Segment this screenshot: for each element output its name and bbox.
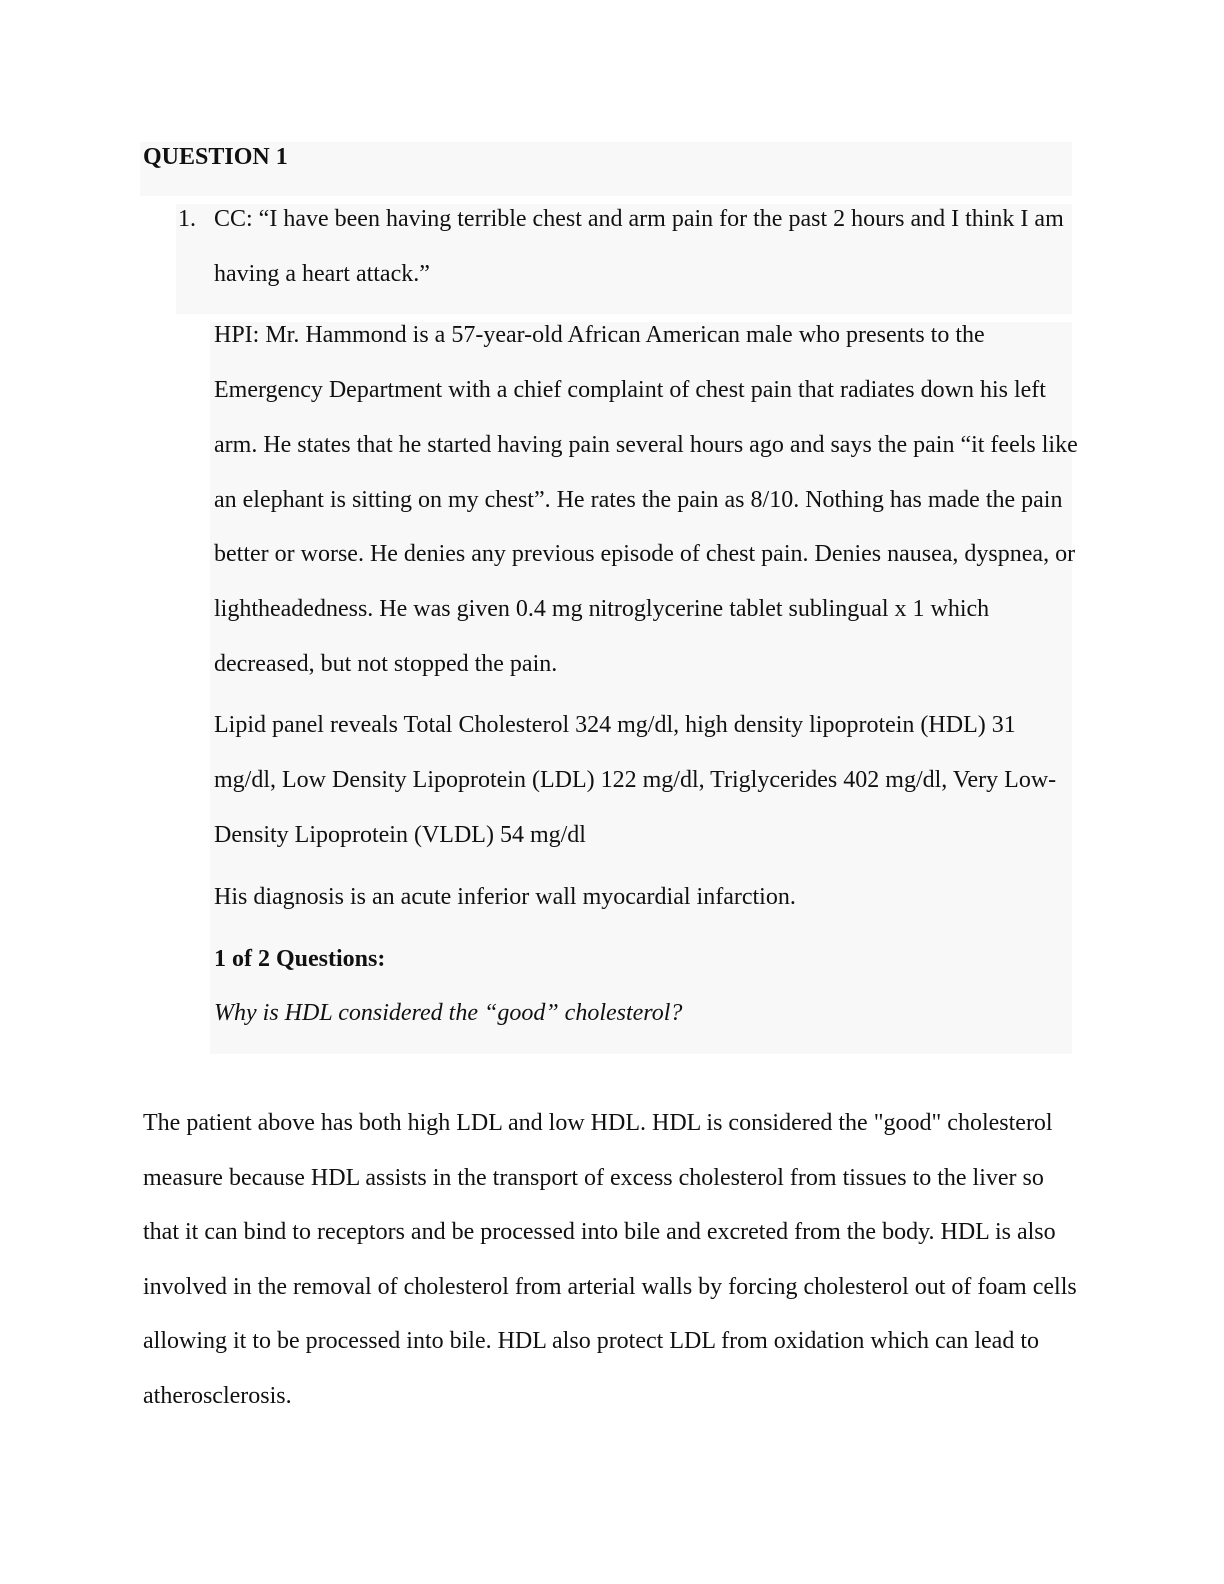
lipid-line-1: Lipid panel reveals Total Cholesterol 324 mg/dl, high density lipoprotein (HDL) 31	[214, 712, 1016, 738]
hpi-line-7: decreased, but not stopped the pain.	[214, 651, 558, 677]
question-heading: QUESTION 1	[143, 144, 288, 170]
lipid-line-3: Density Lipoprotein (VLDL) 54 mg/dl	[214, 822, 586, 848]
hpi-line-2: Emergency Department with a chief complaint of chest pain that radiates down his left	[214, 377, 1046, 403]
cc-line-1: CC: “I have been having terrible chest and arm pain for the past 2 hours and I think I am	[214, 206, 1064, 232]
answer-line-1: The patient above has both high LDL and low HDL. HDL is considered the "good" cholesterol	[143, 1110, 1053, 1136]
answer-line-2: measure because HDL assists in the transport of excess cholesterol from tissues to the liver so	[143, 1165, 1044, 1191]
lipid-line-2: mg/dl, Low Density Lipoprotein (LDL) 122 mg/dl, Triglycerides 402 mg/dl, Very Low-	[214, 767, 1057, 793]
question-prompt: Why is HDL considered the “good” cholesterol?	[214, 1000, 683, 1026]
diagnosis-line: His diagnosis is an acute inferior wall myocardial infarction.	[214, 884, 796, 910]
hpi-line-1: HPI: Mr. Hammond is a 57-year-old African American male who presents to the	[214, 322, 985, 348]
answer-line-6: atherosclerosis.	[143, 1383, 292, 1409]
hpi-line-4: an elephant is sitting on my chest”. He rates the pain as 8/10. Nothing has made the pain	[214, 487, 1063, 513]
hpi-line-5: better or worse. He denies any previous episode of chest pain. Denies nausea, dyspnea, or	[214, 541, 1076, 567]
hpi-line-3: arm. He states that he started having pain several hours ago and says the pain “it feels like	[214, 432, 1078, 458]
answer-line-3: that it can bind to receptors and be processed into bile and excreted from the body. HDL is also	[143, 1219, 1056, 1245]
answer-line-5: allowing it to be processed into bile. HDL also protect LDL from oxidation which can lead to	[143, 1328, 1039, 1354]
answer-line-4: involved in the removal of cholesterol from arterial walls by forcing cholesterol out of foam cells	[143, 1274, 1077, 1300]
sub-question-heading: 1 of 2 Questions:	[214, 946, 386, 972]
list-item-number: 1.	[178, 206, 196, 232]
cc-line-2: having a heart attack.”	[214, 261, 430, 287]
hpi-line-6: lightheadedness. He was given 0.4 mg nitroglycerine tablet sublingual x 1 which	[214, 596, 990, 622]
